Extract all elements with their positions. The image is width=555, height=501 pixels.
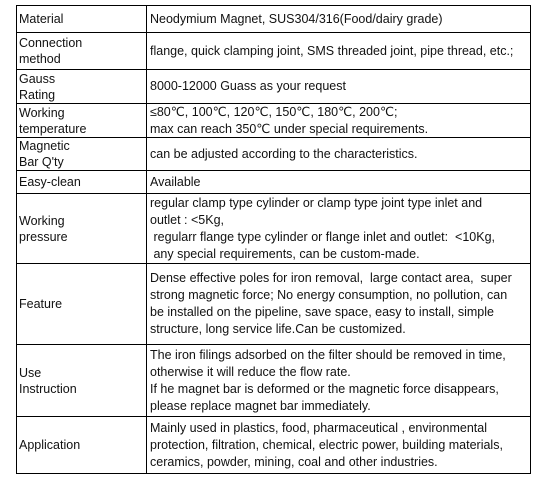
specification-table-body [17,6,531,474]
table-row [17,264,531,345]
row-value-line: be installed on the pipeline, save space, easy to install, simple [150,305,494,319]
row-value-line: 8000-12000 Guass as your request [150,79,346,93]
row-value-line: ≤80℃, 100℃, 120℃, 150℃, 180℃, 200℃; [150,104,398,119]
row-cell [17,264,531,345]
row-cell [17,70,531,104]
row-label-line: method [19,52,61,66]
row-label-line: Easy-clean [19,175,81,189]
row-label-line: Connection [19,36,83,50]
row-label-line: Application [19,438,81,452]
table-row [17,6,531,33]
row-label-line: pressure [19,229,68,244]
row-cell [17,33,531,70]
row-label [17,345,147,416]
row-label-line: Magnetic [19,139,70,153]
row-label [17,70,147,103]
table-row [17,345,531,417]
row-label-line: Material [19,12,64,26]
row-cell [17,171,531,194]
row-value-line: flange, quick clamping joint, SMS threaded joint, pipe thread, etc.; [150,43,514,58]
row-label [17,171,147,193]
row-value [150,345,526,416]
specification-table [16,5,531,474]
row-value-line: regularr flange type cylinder or flange inlet and outlet: <10Kg, [150,229,496,244]
row-cell [17,417,531,474]
row-value-line: please replace magnet bar immediately. [150,398,371,413]
row-cell [17,194,531,264]
row-label [17,6,147,32]
row-label [17,138,147,170]
row-value-line: outlet : <5Kg, [150,212,225,227]
row-label [17,264,147,344]
row-value [150,264,526,344]
table-row [17,70,531,104]
row-value-line: Mainly used in plastics, food, pharmaceutical , environmental [150,420,487,435]
row-value-line: otherwise it will reduce the flow rate. [150,364,351,379]
row-label-line: Gauss [19,71,56,86]
row-label-line: Working [19,105,65,120]
row-label-line: Feature [19,297,63,311]
row-label-line: temperature [19,121,87,136]
row-value [150,33,526,69]
row-value-line: Neodymium Magnet, SUS304/316(Food/dairy grade) [150,11,443,26]
table-row [17,138,531,171]
row-label-line: Working [19,213,65,228]
row-value-line: ceramics, powder, mining, coal and other industries. [150,454,438,469]
row-label [17,104,147,137]
row-label [17,194,147,263]
row-value-line: can be adjusted according to the characteristics. [150,146,418,161]
row-value-line: structure, long service life.Can be customized. [150,322,406,336]
row-value-line: Available [150,174,201,189]
row-value-line: any special requirements, can be custom-made. [150,246,420,261]
row-label-line: Rating [19,87,56,102]
row-value [150,138,526,170]
row-value-line: strong magnetic force; No energy consumption, no pollution, can [150,288,508,302]
row-value-line: If he magnet bar is deformed or the magnetic force disappears, [150,381,499,396]
row-value [150,417,526,473]
row-value [150,171,526,193]
row-value [150,194,526,263]
table-row [17,417,531,474]
row-value-line: Dense effective poles for iron removal, large contact area, super [150,271,512,285]
table-row [17,194,531,264]
row-label [17,417,147,473]
row-value [150,6,526,32]
row-value [150,70,526,103]
table-row [17,104,531,138]
row-cell [17,138,531,171]
row-cell [17,6,531,33]
row-label-line: Bar Q'ty [19,155,64,169]
row-value-line: The iron filings adsorbed on the filter should be removed in time, [150,347,506,362]
row-value-line: protection, filtration, chemical, electric power, building materials, [150,437,503,452]
row-value-line: max can reach 350℃ under special requirements. [150,121,429,136]
row-value [150,104,526,137]
row-label [17,33,147,69]
table-row [17,171,531,194]
row-value-line: regular clamp type cylinder or clamp type joint type inlet and [150,195,483,210]
row-cell [17,104,531,138]
row-label-line: Instruction [19,381,77,396]
table-row [17,33,531,70]
row-cell [17,345,531,417]
row-label-line: Use [19,365,42,380]
